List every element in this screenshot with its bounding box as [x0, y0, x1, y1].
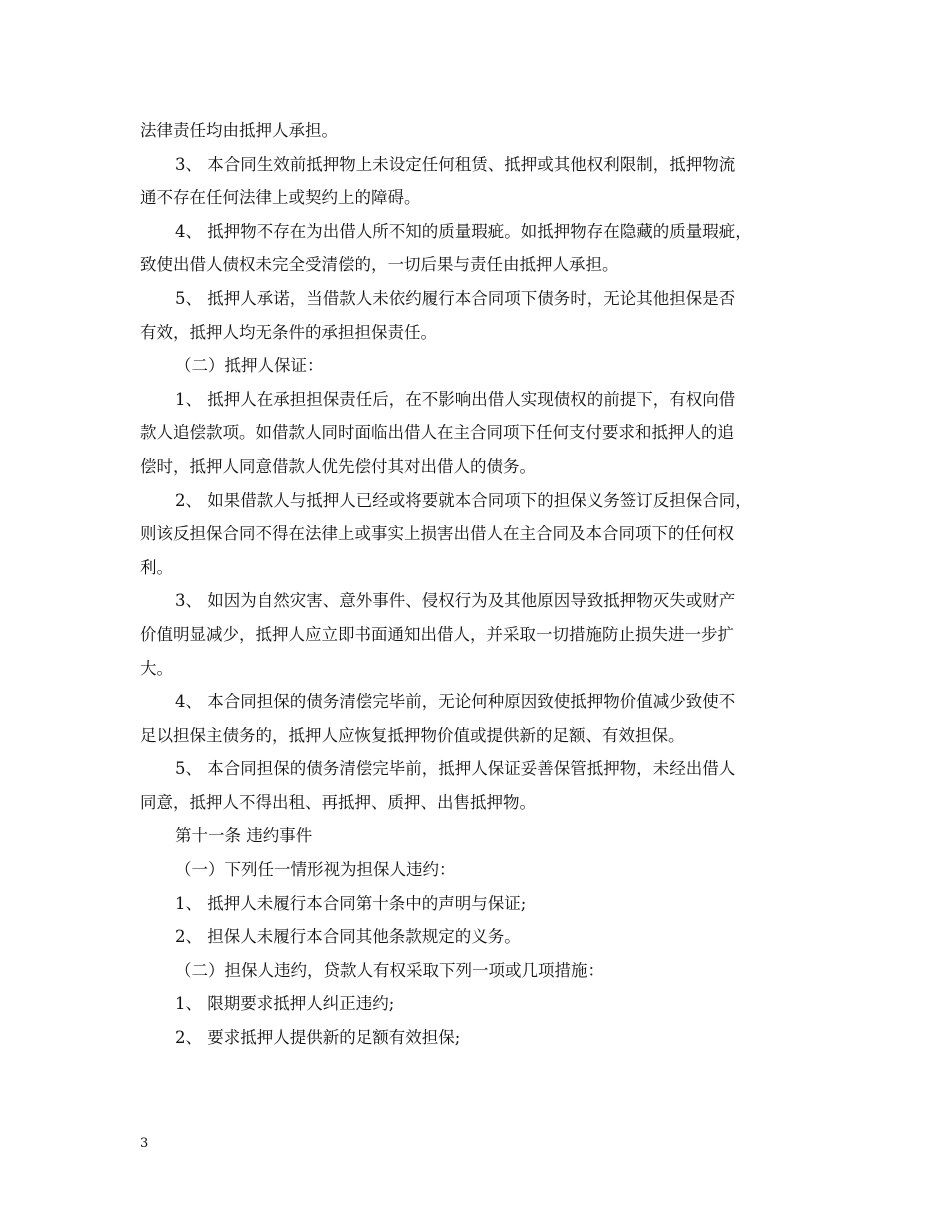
- document-body: [140, 114, 820, 1055]
- text-line: （二）抵押人保证：: [175, 356, 324, 376]
- text-line: 同意，抵押人不得出租、再抵押、质押、出售抵押物。: [140, 792, 536, 812]
- text-line: 款人追偿款项。如借款人同时面临出借人在主合同项下任何支付要求和抵押人的追: [140, 423, 734, 443]
- text-line: 1、 限期要求抵押人纠正违约;: [175, 994, 395, 1014]
- text-line: 致使出借人债权未完全受清偿的，一切后果与责任由抵押人承担。: [140, 255, 619, 275]
- page-number: 3: [140, 1136, 149, 1151]
- text-line: 2、 担保人未履行本合同其他条款规定的义务。: [175, 927, 521, 947]
- text-line: 4、 抵押物不存在为出借人所不知的质量瑕疵。如抵押物存在隐藏的质量瑕疵，: [175, 221, 752, 241]
- text-line: （一）下列任一情形视为担保人违约：: [175, 860, 456, 880]
- text-line: 5、 抵押人承诺，当借款人未依约履行本合同项下债务时，无论其他担保是否: [175, 288, 736, 308]
- text-line: 足以担保主债务的，抵押人应恢复抵押物价值或提供新的足额、有效担保。: [140, 725, 685, 745]
- text-line: 3、 本合同生效前抵押物上未设定任何租赁、抵押或其他权利限制，抵押物流: [175, 154, 736, 174]
- text-line: 法律责任均由抵押人承担。: [140, 121, 338, 140]
- text-line: 2、 如果借款人与抵押人已经或将要就本合同项下的担保义务签订反担保合同，: [175, 490, 752, 510]
- text-line: 3、 如因为自然灾害、意外事件、侵权行为及其他原因导致抵押物灭失或财产: [175, 591, 736, 611]
- text-line: 1、 抵押人在承担担保责任后，在不影响出借人实现债权的前提下，有权向借: [175, 389, 736, 409]
- text-line: （二）担保人违约，贷款人有权采取下列一项或几项措施：: [175, 960, 604, 980]
- text-line: 1、 抵押人未履行本合同第十条中的声明与保证;: [175, 893, 527, 913]
- text-line: 第十一条 违约事件: [175, 826, 313, 846]
- text-line: 偿时，抵押人同意借款人优先偿付其对出借人的债务。: [140, 456, 536, 476]
- text-line: 4、 本合同担保的债务清偿完毕前，无论何种原因致使抵押物价值减少致使不: [175, 692, 736, 712]
- text-line: 大。: [140, 658, 173, 678]
- text-line: 有效，抵押人均无条件的承担担保责任。: [140, 322, 437, 342]
- text-line: 则该反担保合同不得在法律上或事实上损害出借人在主合同及本合同项下的任何权: [140, 524, 734, 544]
- text-line: 5、 本合同担保的债务清偿完毕前，抵押人保证妥善保管抵押物，未经出借人: [175, 759, 736, 779]
- text-line: 2、 要求抵押人提供新的足额有效担保;: [175, 1028, 461, 1048]
- text-line: 通不存在任何法律上或契约上的障碍。: [140, 188, 421, 208]
- text-line: 价值明显减少，抵押人应立即书面通知出借人，并采取一切措施防止损失进一步扩: [140, 624, 734, 644]
- text-line: 利。: [140, 557, 173, 577]
